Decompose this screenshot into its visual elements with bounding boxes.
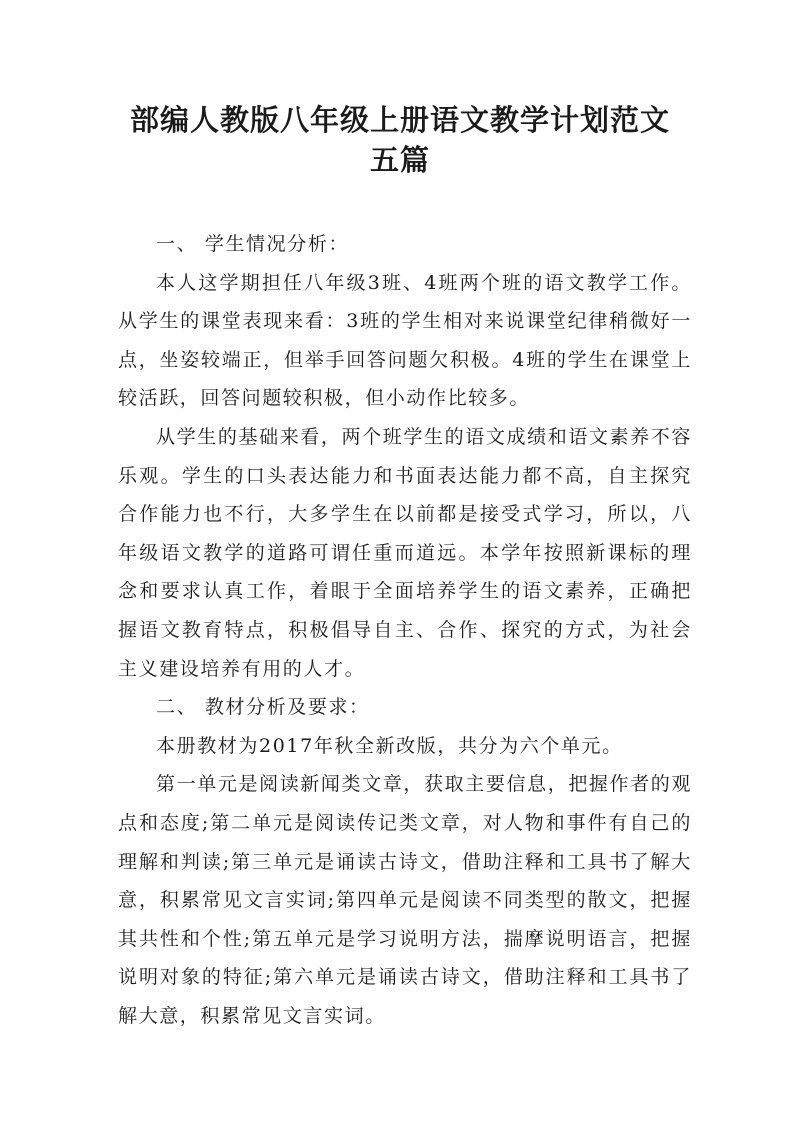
paragraph-textbook-intro: 本册教材为2017年秋全新改版，共分为六个单元。 xyxy=(156,734,623,757)
paragraph-class-behavior: 本人这学期担任八年级3班、4班两个班的语文教学工作。从学生的课堂表现来看：3班的学生相对来说课堂纪律稍微好一点，坐姿较端正，但举手回答问题欠积极。4班的学生在课堂上较活跃，回答问题较积极，但小动作比较多。 xyxy=(118,271,692,410)
paragraph-student-foundation: 从学生的基础来看，两个班学生的语文成绩和语文素养不容乐观。学生的口头表达能力和书面表达能力都不高，自主探究合作能力也不行，大多学生在以前都是接受式学习，所以，八年级语文教学的道路可谓任重而道远。本学年按照新课标的理念和要求认真工作，着眼于全面培养学生的语文素养，正确把握语文教育特点，积极倡导自主、合作、探究的方式，为社会主义建设培养有用的人才。 xyxy=(118,425,692,680)
section-heading-student-analysis: 一、 学生情况分析： xyxy=(156,233,350,255)
paragraph-units-overview: 第一单元是阅读新闻类文章，获取主要信息，把握作者的观点和态度;第二单元是阅读传记类文章，对人物和事件有自己的理解和判读;第三单元是诵读古诗文，借助注释和工具书了解大意，积累常见文言实词;第四单元是阅读不同类型的散文，把握其共性和个性;第五单元是学习说明方法，揣摩说明语言，把握说明对象的特征;第六单元是诵读古诗文，借助注释和工具书了解大意，积累常见文言实词。 xyxy=(118,773,692,1027)
section-heading-textbook-analysis: 二、 教材分析及要求： xyxy=(156,696,370,719)
document-title-line-2: 五篇 xyxy=(369,143,430,177)
document-title-line-1: 部编人教版八年级上册语文教学计划范文 xyxy=(129,103,670,137)
document-body xyxy=(118,225,692,1035)
